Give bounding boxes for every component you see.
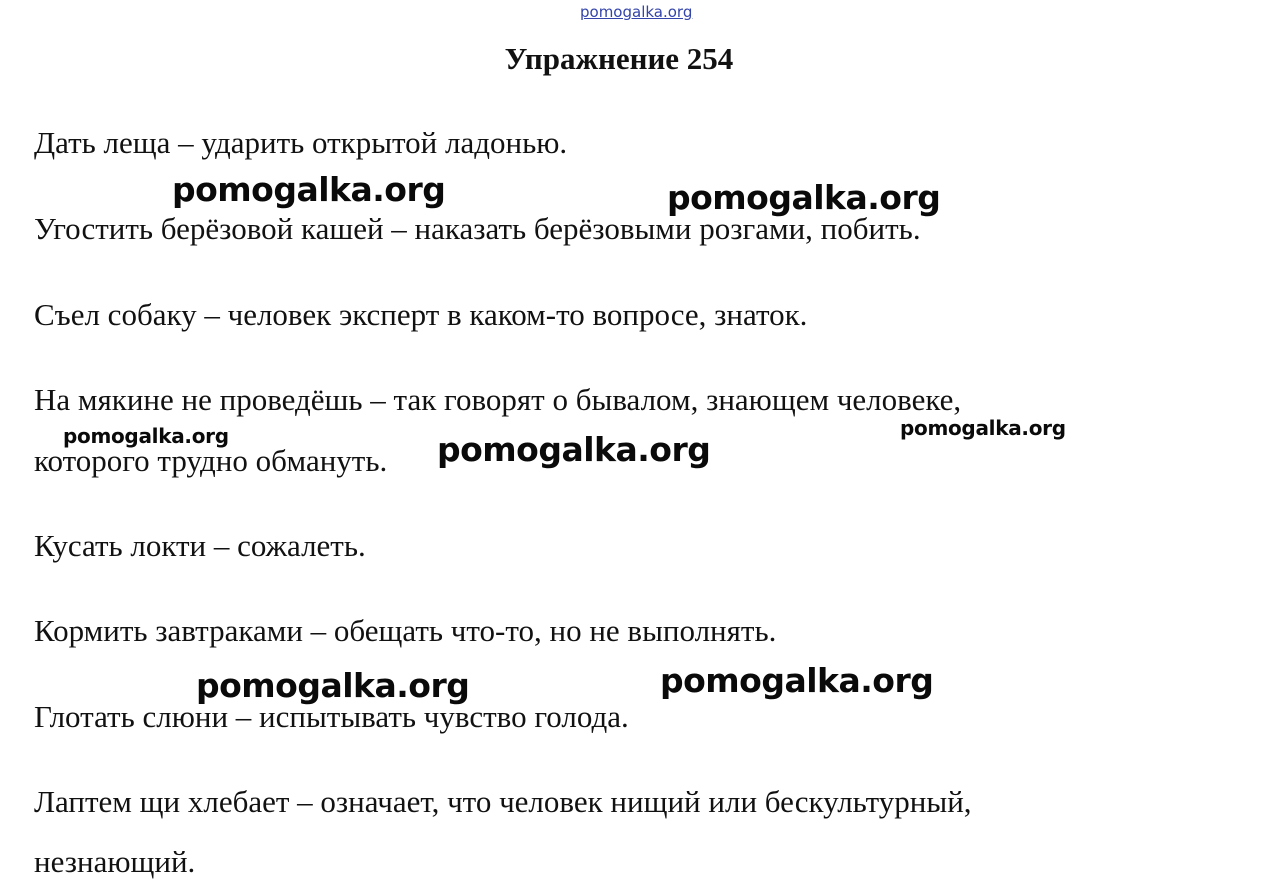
text-line: Дать леща – ударить открытой ладонью.	[34, 125, 568, 160]
text-line: На мякине не проведёшь – так говорят о бывалом, знающем человеке,	[34, 382, 962, 417]
watermark: pomogalka.org	[196, 666, 470, 705]
text-line: Кусать локти – сожалеть.	[34, 528, 366, 563]
watermark: pomogalka.org	[63, 424, 229, 448]
watermark: pomogalka.org	[437, 430, 711, 469]
text-line: Глотать слюни – испытывать чувство голода.	[34, 699, 629, 734]
watermark: pomogalka.org	[667, 178, 941, 217]
exercise-title: Упражнение 254	[504, 41, 734, 76]
text-line: Угостить берёзовой кашей – наказать берёзовыми розгами, побить.	[34, 211, 921, 246]
site-link[interactable]: pomogalka.org	[580, 3, 693, 21]
text-line: незнающий.	[34, 844, 196, 879]
text-line: Лаптем щи хлебает – означает, что человек нищий или бескультурный,	[34, 784, 972, 819]
watermark: pomogalka.org	[660, 661, 934, 700]
watermark: pomogalka.org	[172, 170, 446, 209]
text-line: Съел собаку – человек эксперт в каком-то вопросе, знаток.	[34, 297, 808, 332]
watermark: pomogalka.org	[900, 416, 1066, 440]
text-line: Кормить завтраками – обещать что-то, но не выполнять.	[34, 613, 777, 648]
text-line: которого трудно обмануть.	[34, 443, 388, 478]
